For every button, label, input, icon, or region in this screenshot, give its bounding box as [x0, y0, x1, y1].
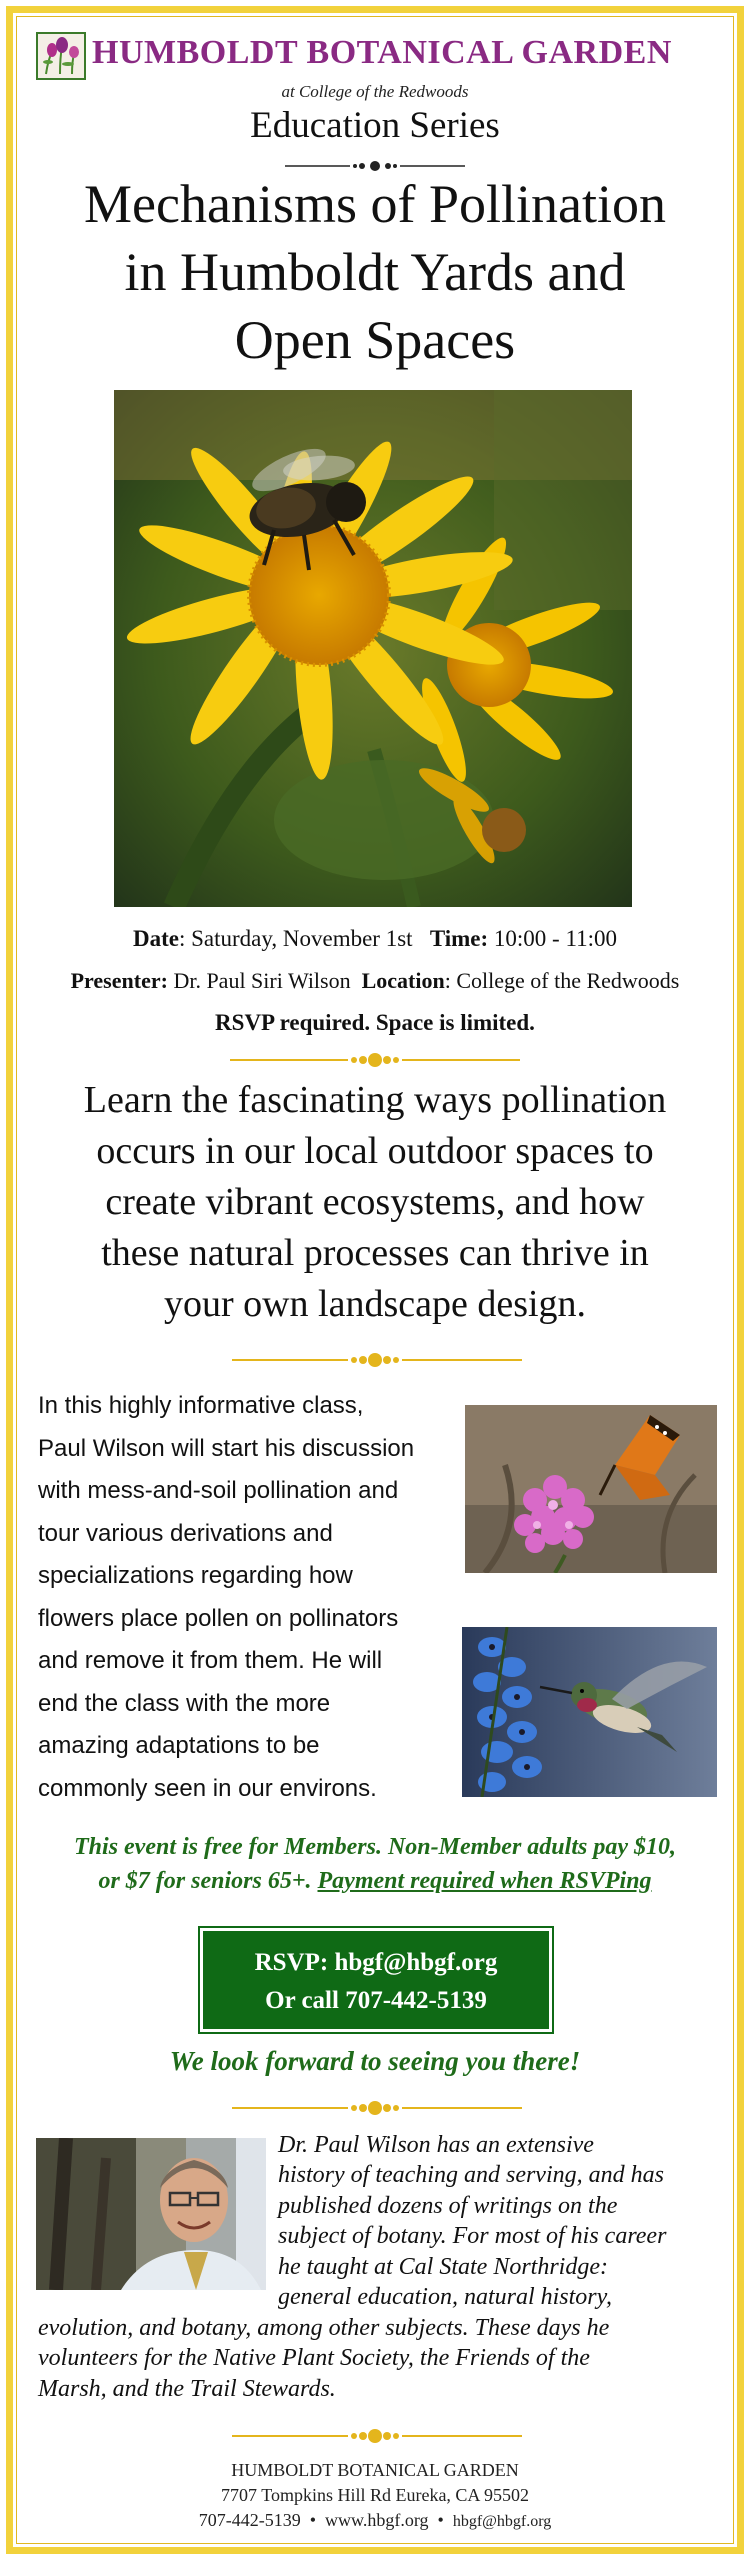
footer-separator: • [437, 2510, 444, 2530]
pricing-note [20, 1830, 730, 1898]
date-label: Date [133, 926, 179, 951]
footer-address: 7707 Tompkins Hill Rd Eureka, CA 95502 [221, 2485, 529, 2505]
time-value: 10:00 - 11:00 [488, 926, 617, 951]
event-date-time [0, 926, 750, 952]
description-line: with mess-and-soil pollination and [38, 1477, 399, 1504]
header [30, 30, 720, 82]
description-line: and remove it from them. He will [38, 1647, 383, 1674]
event-title-line: in Humboldt Yards and [124, 242, 626, 302]
bio-line: he taught at Cal State Northridge: [278, 2254, 608, 2280]
hummingbird-photo [462, 1627, 717, 1797]
presenter-label: Presenter: [70, 968, 168, 993]
closing-message: We look forward to seeing you there! [169, 2046, 581, 2076]
footer-email-link[interactable]: hbgf@hbgf.org [452, 2513, 552, 2530]
lead-line: occurs in our local outdoor spaces to [96, 1130, 654, 1172]
rsvp-box[interactable] [200, 1928, 552, 2032]
class-description [38, 1385, 458, 1810]
payment-required-note: Payment required when RSVPing [317, 1868, 652, 1894]
lead-paragraph [30, 1075, 720, 1330]
org-subtitle: at College of the Redwoods [281, 82, 469, 101]
bio-line: history of teaching and serving, and has [278, 2162, 664, 2188]
footer-separator: • [309, 2510, 317, 2530]
event-title [40, 170, 710, 374]
bio-line: evolution, and botany, among other subjects. These days he [38, 2315, 610, 2341]
description-line: amazing adaptations to be [38, 1732, 320, 1759]
time-label: Time: [429, 926, 489, 951]
pricing-seniors: or $7 for seniors 65+. [98, 1868, 318, 1894]
lead-line: create vibrant ecosystems, and how [105, 1181, 645, 1223]
description-line: flowers place pollen on pollinators [38, 1604, 399, 1632]
bio-line: Dr. Paul Wilson has an extensive [278, 2132, 594, 2158]
description-line: commonly seen in our environs. [38, 1774, 377, 1802]
rsvp-email[interactable]: RSVP: hbgf@hbgf.org [254, 1949, 498, 1976]
lead-line: these natural processes can thrive in [101, 1232, 649, 1274]
location-value: : College of the Redwoods [444, 968, 680, 993]
bio-line: Marsh, and the Trail Stewards. [38, 2376, 336, 2402]
lead-line: Learn the fascinating ways pollination [83, 1079, 667, 1121]
bio-line: volunteers for the Native Plant Society, the Friends of the [38, 2345, 590, 2371]
hero-photo-bee-on-flower [114, 390, 632, 907]
location-label: Location [361, 968, 445, 993]
footer-contact [0, 2510, 750, 2531]
description-line: Paul Wilson will start his discussion [38, 1434, 415, 1462]
pricing-line-1: This event is free for Members. Non-Member adults pay $10, [74, 1834, 676, 1860]
ornamental-divider-icon [0, 1350, 750, 1370]
footer-website-link[interactable]: www.hbgf.org [325, 2510, 429, 2530]
footer-phone[interactable]: 707-442-5139 [198, 2510, 301, 2530]
date-value: : Saturday, November 1st [178, 926, 413, 951]
ornamental-divider-icon [0, 2098, 750, 2118]
description-line: end the class with the more [38, 1689, 331, 1717]
description-line: specializations regarding how [38, 1562, 353, 1589]
rsvp-phone[interactable]: Or call 707-442-5139 [265, 1987, 487, 2014]
bio-line: subject of botany. For most of his career [278, 2223, 667, 2249]
ornamental-divider-icon [0, 1050, 750, 1070]
bio-line: published dozens of writings on the [278, 2193, 618, 2219]
footer-org: HUMBOLDT BOTANICAL GARDEN [231, 2460, 519, 2480]
event-title-line: Open Spaces [234, 310, 516, 370]
description-line: tour various derivations and [38, 1519, 333, 1547]
lead-line: your own landscape design. [163, 1283, 587, 1325]
ornamental-divider-icon [0, 2426, 750, 2446]
event-title-line: Mechanisms of Pollination [84, 174, 666, 234]
garden-logo-icon [36, 32, 86, 80]
org-name: HUMBOLDT BOTANICAL GARDEN [92, 34, 672, 71]
presenter-photo [36, 2138, 266, 2290]
series-title: Education Series [250, 105, 500, 146]
event-presenter-location [0, 968, 750, 994]
presenter-value: Dr. Paul Siri Wilson [167, 968, 351, 993]
bio-line: general education, natural history, [278, 2284, 612, 2310]
pricing-line-2 [20, 1864, 730, 1898]
butterfly-photo [465, 1405, 717, 1573]
description-line: In this highly informative class, [38, 1392, 364, 1419]
rsvp-required-note: RSVP required. Space is limited. [215, 1010, 535, 1035]
